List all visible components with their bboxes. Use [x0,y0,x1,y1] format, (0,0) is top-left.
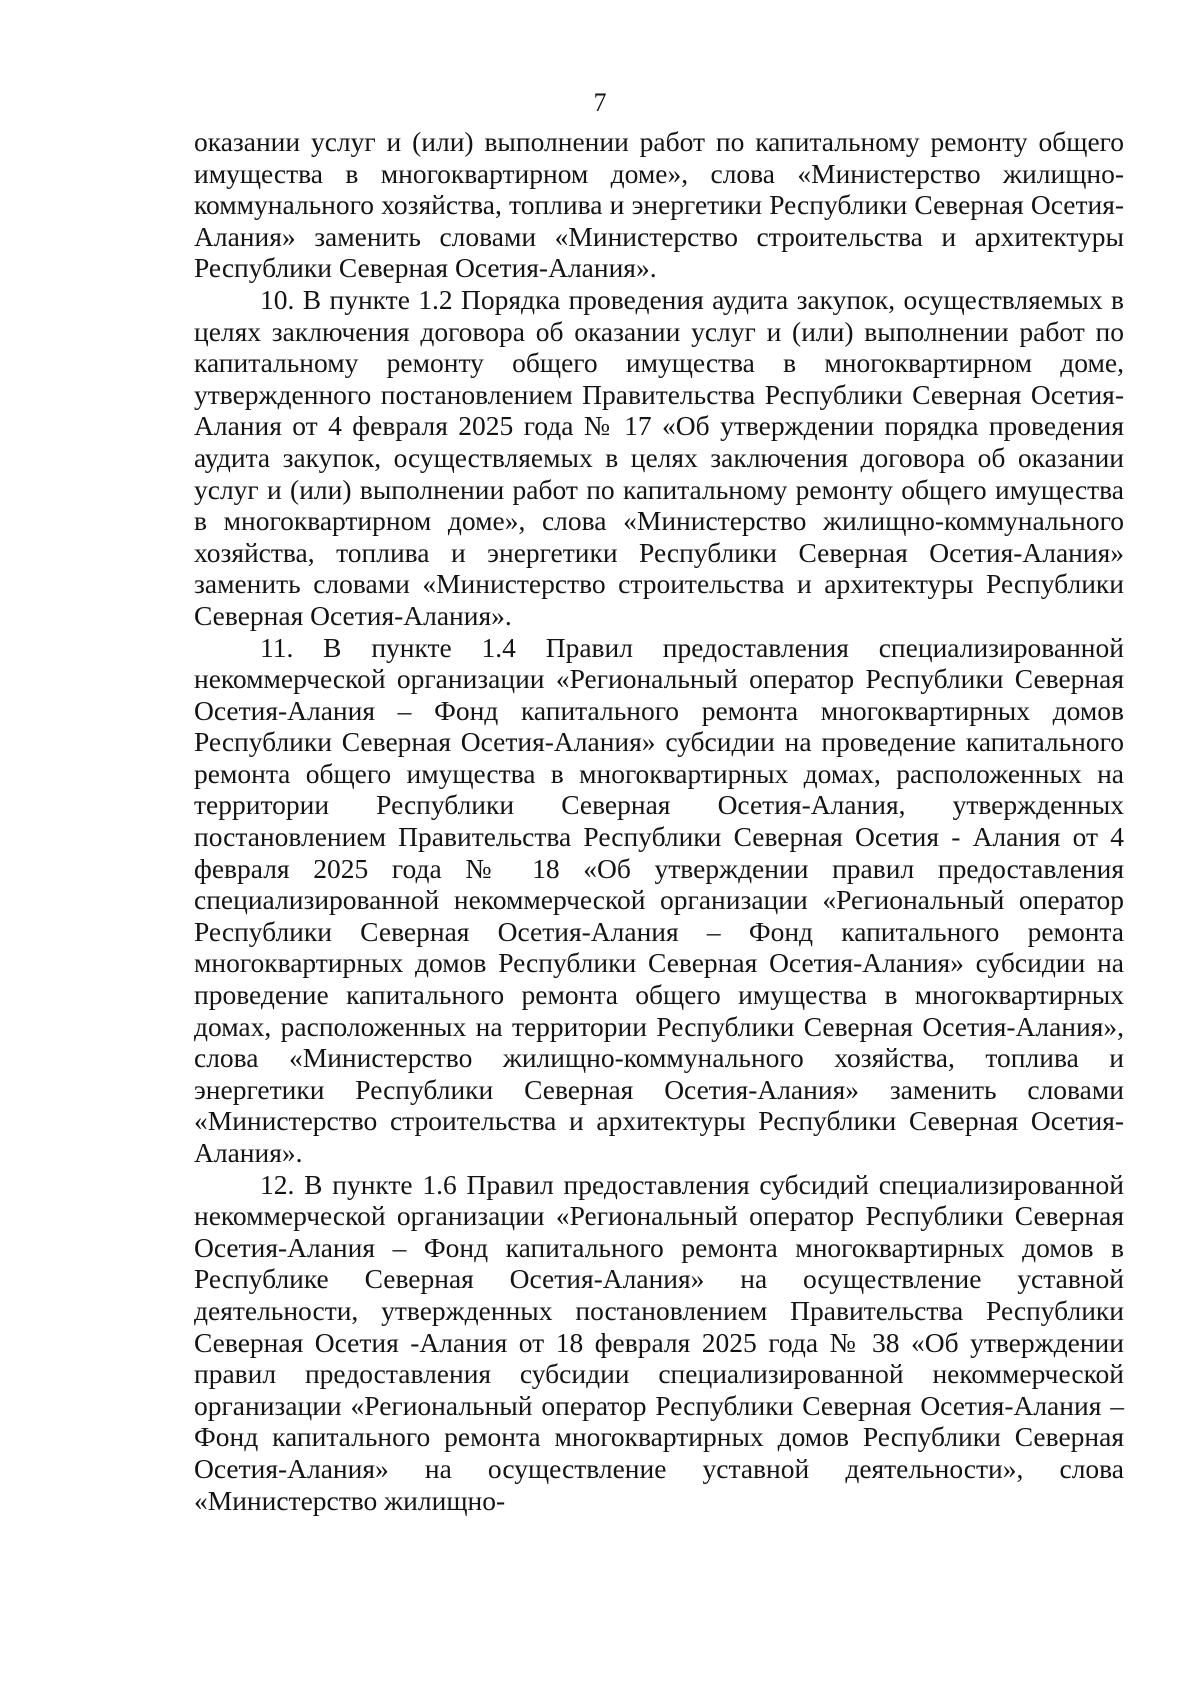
paragraph-continued: оказании услуг и (или) выполнении работ по капитальному ремонту общего имущества в многоквартирном доме», слова «Министерство жилищно-коммунального хозяйства, топлива и энергетики Республики Северная Осетия-Алания» заменить словами «Министерство строительства и архитектуры Республики Северная Осетия-Алания». [194,126,1124,284]
paragraph-item-11: 11. В пункте 1.4 Правил предоставления специализированной некоммерческой организации «Региональный оператор Республики Северная Осетия-Алания – Фонд капитального ремонта многоквартирных домов Республики Северная Осетия-Алания» субсидии на проведение капитального ремонта общего имущества в многоквартирных домах, расположенных на территории Республики Северная Осетия-Алания, утвержденных постановлением Правительства Республики Северная Осетия - Алания от 4 февраля 2025 года № 18 «Об утверждении правил предоставления специализированной некоммерческой организации «Региональный оператор Республики Северная Осетия-Алания – Фонд капитального ремонта многоквартирных домов Республики Северная Осетия-Алания» субсидии на проведение капитального ремонта общего имущества в многоквартирных домах, расположенных на территории Республики Северная Осетия-Алания», слова «Министерство жилищно-коммунального хозяйства, топлива и энергетики Республики Северная Осетия-Алания» заменить словами «Министерство строительства и архитектуры Республики Северная Осетия-Алания». [194,631,1124,1168]
document-body [194,126,1124,1516]
paragraph-item-10: 10. В пункте 1.2 Порядка проведения аудита закупок, осуществляемых в целях заключения договора об оказании услуг и (или) выполнении работ по капитальному ремонту общего имущества в многоквартирном доме, утвержденного постановлением Правительства Республики Северная Осетия-Алания от 4 февраля 2025 года № 17 «Об утверждении порядка проведения аудита закупок, осуществляемых в целях заключения договора об оказании услуг и (или) выполнении работ по капитальному ремонту общего имущества в многоквартирном доме», слова «Министерство жилищно-коммунального хозяйства, топлива и энергетики Республики Северная Осетия-Алания» заменить словами «Министерство строительства и архитектуры Республики Северная Осетия-Алания». [194,283,1124,631]
page-number: 7 [593,88,607,117]
paragraph-item-12: 12. В пункте 1.6 Правил предоставления субсидий специализированной некоммерческой организации «Региональный оператор Республики Северная Осетия-Алания – Фонд капитального ремонта многоквартирных домов в Республике Северная Осетия-Алания» на осуществление уставной деятельности, утвержденных постановлением Правительства Республики Северная Осетия -Алания от 18 февраля 2025 года № 38 «Об утверждении правил предоставления субсидии специализированной некоммерческой организации «Региональный оператор Республики Северная Осетия-Алания – Фонд капитального ремонта многоквартирных домов Республики Северная Осетия-Алания» на осуществление уставной деятельности», слова «Министерство жилищно- [194,1168,1124,1516]
